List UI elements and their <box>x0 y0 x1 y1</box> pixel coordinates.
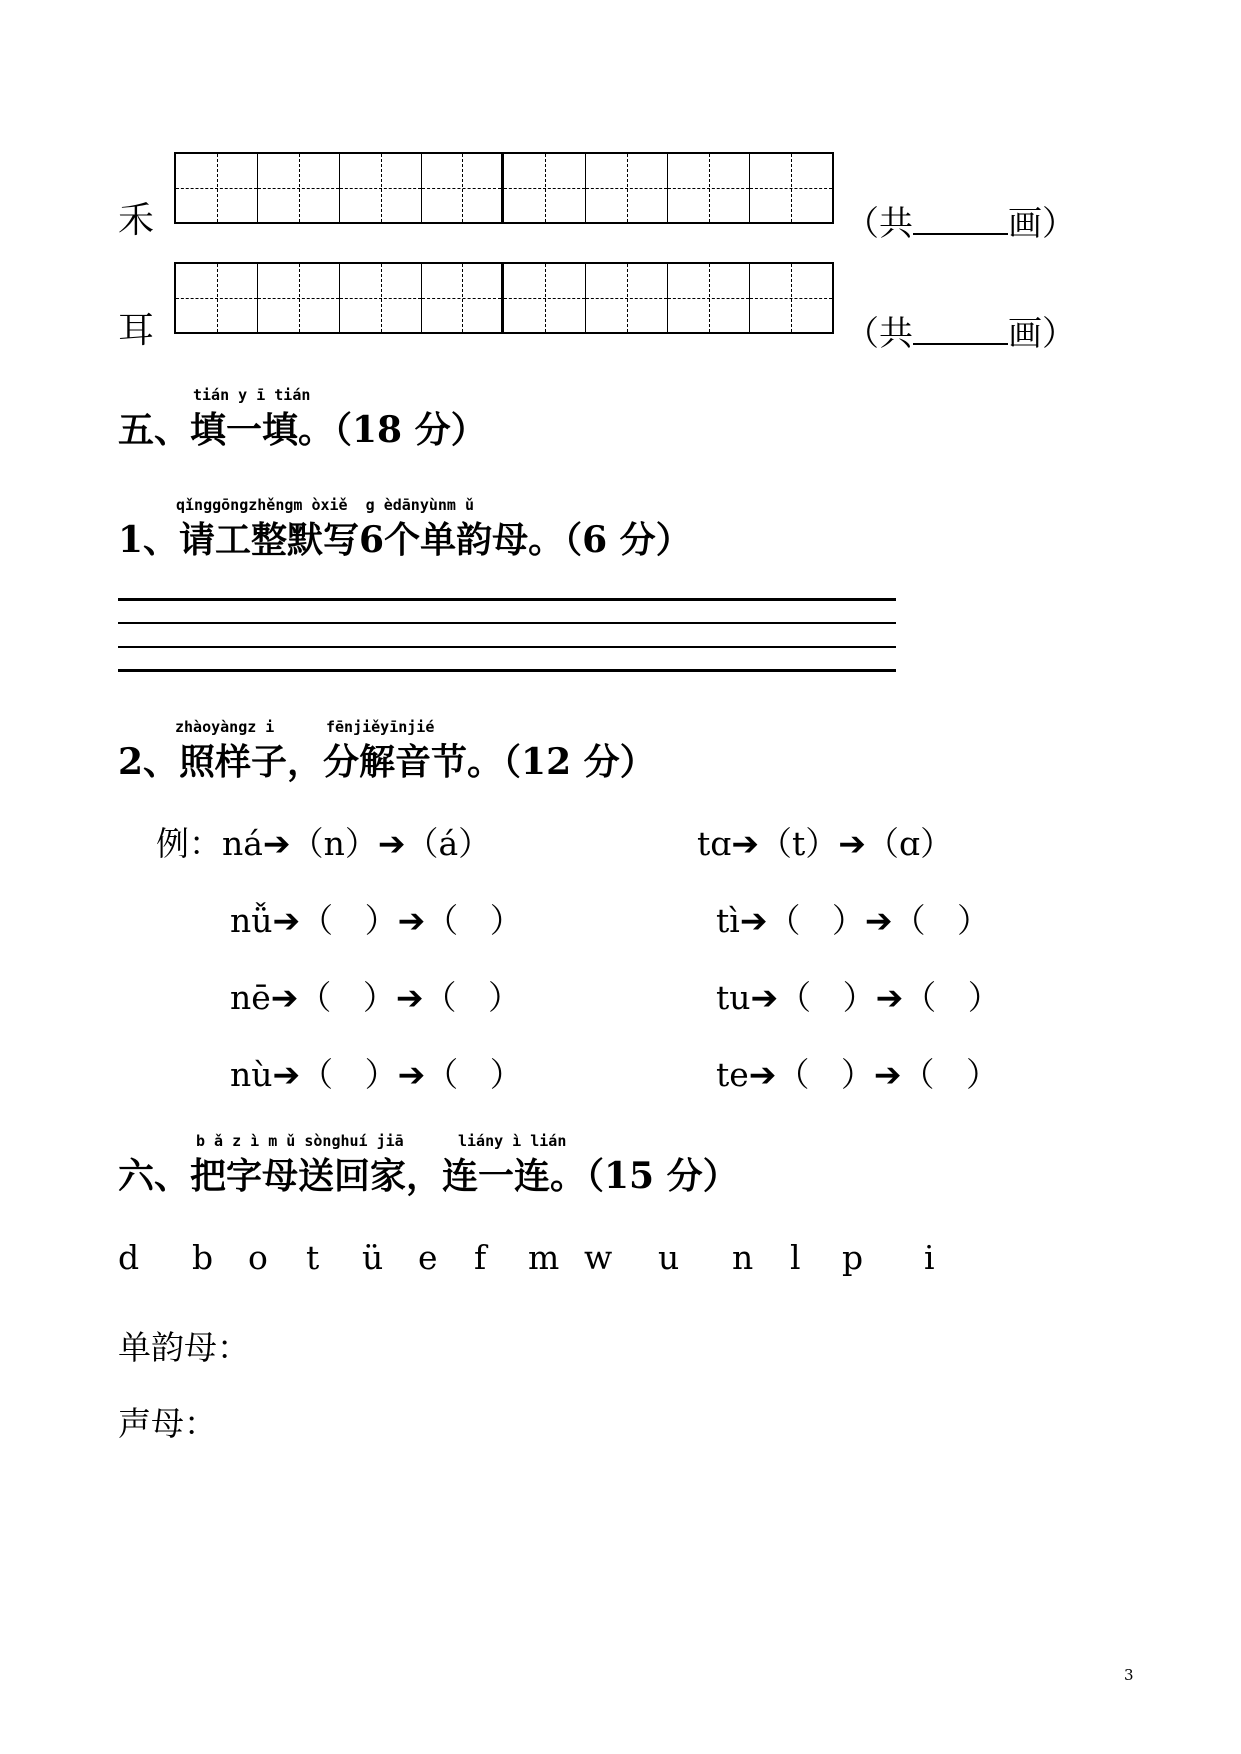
section6-title: 六、把字母送回家，连一连。（15 分） <box>118 1155 739 1197</box>
grid-cell <box>504 264 586 332</box>
stroke-char-1: 禾 <box>118 200 155 241</box>
q2-pinyin-b: fēnjiěyīnjié <box>326 718 435 736</box>
count-open: （共 <box>845 314 913 354</box>
grid-cell <box>176 264 258 332</box>
decompose-left-2[interactable]: nē➔（ ）➔（ ） <box>230 978 522 1017</box>
grid-cell <box>422 264 504 332</box>
grid-cell <box>258 264 340 332</box>
stroke-count-2 <box>845 306 1076 355</box>
grid-cell <box>340 154 422 222</box>
letter-item[interactable]: p <box>842 1238 864 1277</box>
decompose-right-1[interactable]: tì➔（ ）➔（ ） <box>716 901 991 940</box>
decompose-right-2[interactable]: tu➔（ ）➔（ ） <box>716 978 1001 1017</box>
grid-cell <box>750 264 832 332</box>
stroke-count-1 <box>845 196 1076 245</box>
grid-cell <box>504 154 586 222</box>
example-right: tɑ➔（t）➔（ɑ） <box>697 824 954 863</box>
letter-item[interactable]: i <box>924 1238 935 1277</box>
stroke-char-2: 耳 <box>118 310 155 351</box>
letter-item[interactable]: n <box>732 1238 754 1277</box>
decompose-right-3[interactable]: te➔（ ）➔（ ） <box>716 1055 1000 1094</box>
q2-title: 2、照样子，分解音节。（12 分） <box>118 741 656 783</box>
letter-item[interactable]: t <box>306 1238 320 1277</box>
letter-item[interactable]: d <box>118 1238 140 1277</box>
writing-line-mid2 <box>118 646 896 648</box>
grid-cell <box>750 154 832 222</box>
section6-pinyin-b: liány ì lián <box>458 1132 567 1150</box>
grid-cell <box>668 154 750 222</box>
letter-item[interactable]: ü <box>362 1238 384 1277</box>
vowels-label: 单韵母： <box>118 1328 250 1367</box>
grid-cell <box>668 264 750 332</box>
letter-item[interactable]: u <box>658 1238 680 1277</box>
q1-title: 1、请工整默写6个单韵母。（6 分） <box>118 519 692 561</box>
writing-line-mid1 <box>118 622 896 624</box>
writing-line-bottom <box>118 669 896 672</box>
grid-cell <box>258 154 340 222</box>
letter-item[interactable]: w <box>584 1238 613 1277</box>
grid-cell <box>176 154 258 222</box>
section5-pinyin: tián y ī tián <box>193 386 311 404</box>
page-number: 3 <box>1124 1666 1134 1684</box>
letter-item[interactable]: l <box>790 1238 801 1277</box>
count-close: 画） <box>1008 204 1076 244</box>
letter-item[interactable]: m <box>528 1238 560 1277</box>
section5-title: 五、填一填。（18 分） <box>118 409 487 451</box>
q1-pinyin: qǐnggōngzhěngm òxiě g èdānyùnm ǔ <box>176 496 475 514</box>
q2-pinyin-a: zhàoyàngz i <box>175 718 275 736</box>
grid-cell <box>340 264 422 332</box>
example-left: 例：ná➔（n）➔（á） <box>156 824 492 863</box>
count-close: 画） <box>1008 314 1076 354</box>
writing-line-top <box>118 598 896 601</box>
grid-cell <box>586 264 668 332</box>
count-open: （共 <box>845 204 913 244</box>
decompose-left-3[interactable]: nù➔（ ）➔（ ） <box>230 1055 523 1094</box>
writing-grid-2[interactable] <box>174 262 834 334</box>
grid-cell <box>586 154 668 222</box>
letter-item[interactable]: o <box>248 1238 268 1277</box>
letter-item[interactable]: e <box>418 1238 438 1277</box>
decompose-left-1[interactable]: nǚ➔（ ）➔（ ） <box>230 901 523 940</box>
initials-label: 声母： <box>118 1404 217 1443</box>
grid-cell <box>422 154 504 222</box>
letter-item[interactable]: b <box>192 1238 214 1277</box>
writing-grid-1[interactable] <box>174 152 834 224</box>
stroke-count-blank[interactable] <box>913 205 1008 235</box>
stroke-count-blank[interactable] <box>913 315 1008 345</box>
letter-item[interactable]: f <box>474 1238 487 1277</box>
section6-pinyin-a: b ǎ z ì m ǔ sònghuí jiā <box>196 1132 404 1150</box>
